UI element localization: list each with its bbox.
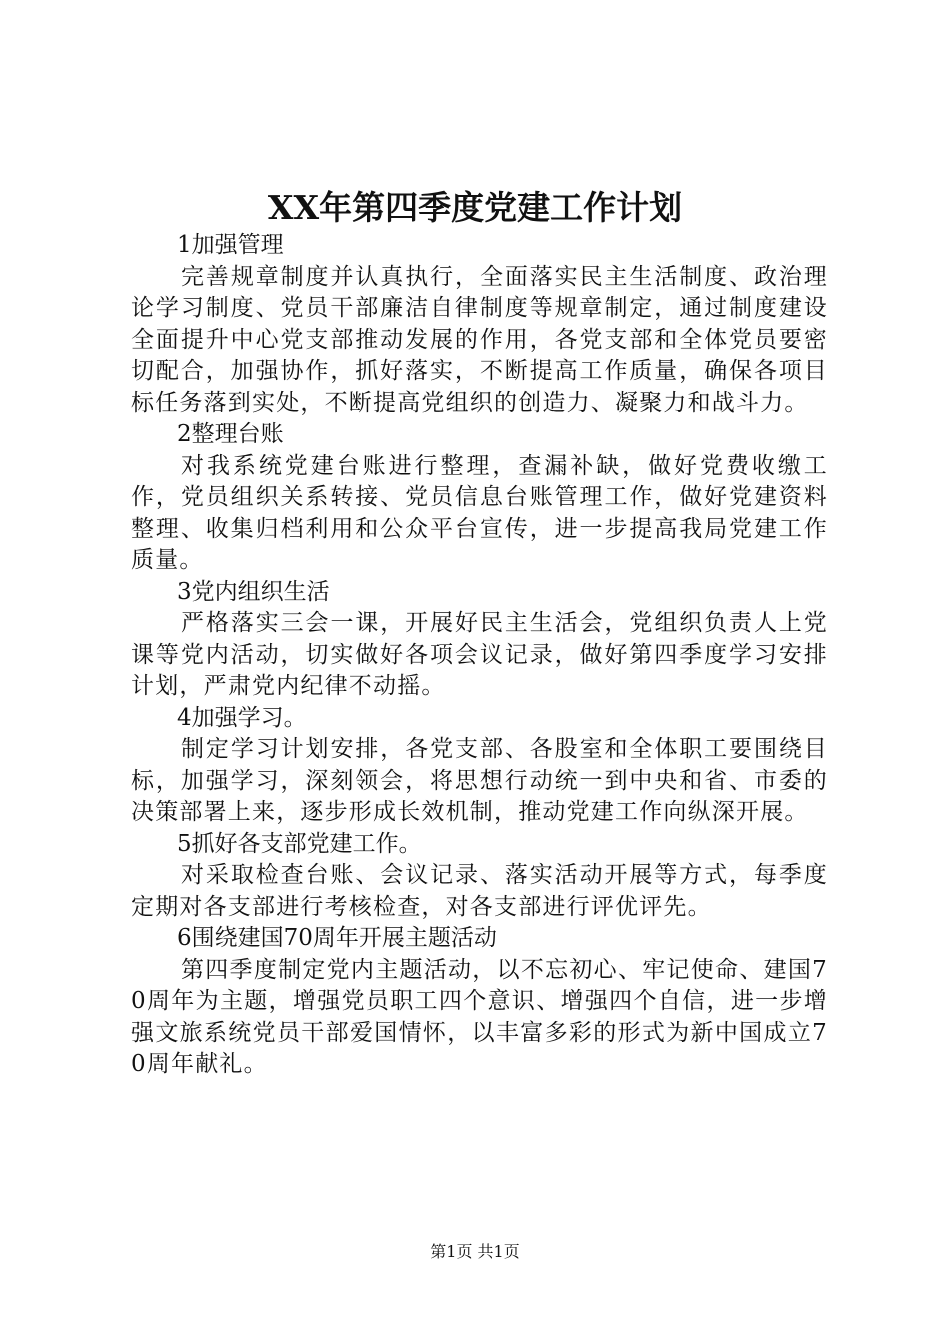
section-paragraph: 对我系统党建台账进行整理，查漏补缺，做好党费收缴工作，党员组织关系转接、党员信息台账管理工作，做好党建资料整理、收集归档利用和公众平台宣传，进一步提高我局党建工作质量。: [131, 452, 828, 573]
section-heading: 2整理台账: [177, 421, 284, 447]
document-body: [131, 230, 828, 1081]
section-paragraph: 对采取检查台账、会议记录、落实活动开展等方式，每季度定期对各支部进行考核检查，对各支部进行评优评先。: [131, 862, 828, 920]
section-paragraph: 制定学习计划安排，各党支部、各股室和全体职工要围绕目标，加强学习，深刻领会，将思想行动统一到中央和省、市委的决策部署上来，逐步形成长效机制，推动党建工作向纵深开展。: [131, 736, 828, 825]
section-5: [131, 829, 828, 924]
section-1: [131, 230, 828, 419]
section-heading: 1加强管理: [177, 232, 284, 258]
section-paragraph: 严格落实三会一课，开展好民主生活会，党组织负责人上党课等党内活动，切实做好各项会议记录，做好第四季度学习安排计划，严肃党内纪律不动摇。: [131, 610, 828, 699]
page-number-footer: 第1页 共1页: [430, 1242, 520, 1261]
section-heading: 4加强学习。: [177, 704, 307, 731]
section-heading: 3党内组织生活: [177, 578, 330, 605]
document-title: XX年第四季度党建工作计划: [267, 188, 683, 227]
section-heading: 6围绕建国70周年开展主题活动: [177, 925, 497, 951]
section-paragraph: 完善规章制度并认真执行，全面落实民主生活制度、政治理论学习制度、党员干部廉洁自律制度等规章制定，通过制度建设全面提升中心党支部推动发展的作用，各党支部和全体党员要密切配合，加强协作，抓好落实，不断提高工作质量，确保各项目标任务落到实处，不断提高党组织的创造力、凝聚力和战斗力。: [131, 263, 828, 416]
section-2: [131, 419, 828, 577]
section-3: [131, 577, 828, 703]
section-heading: 5抓好各支部党建工作。: [177, 830, 422, 857]
section-4: [131, 703, 828, 829]
section-6: [131, 923, 828, 1081]
section-paragraph: 第四季度制定党内主题活动，以不忘初心、牢记使命、建国70周年为主题，增强党员职工四个意识、增强四个自信，进一步增强文旅系统党员干部爱国情怀，以丰富多彩的形式为新中国成立70周年献礼。: [131, 956, 828, 1077]
